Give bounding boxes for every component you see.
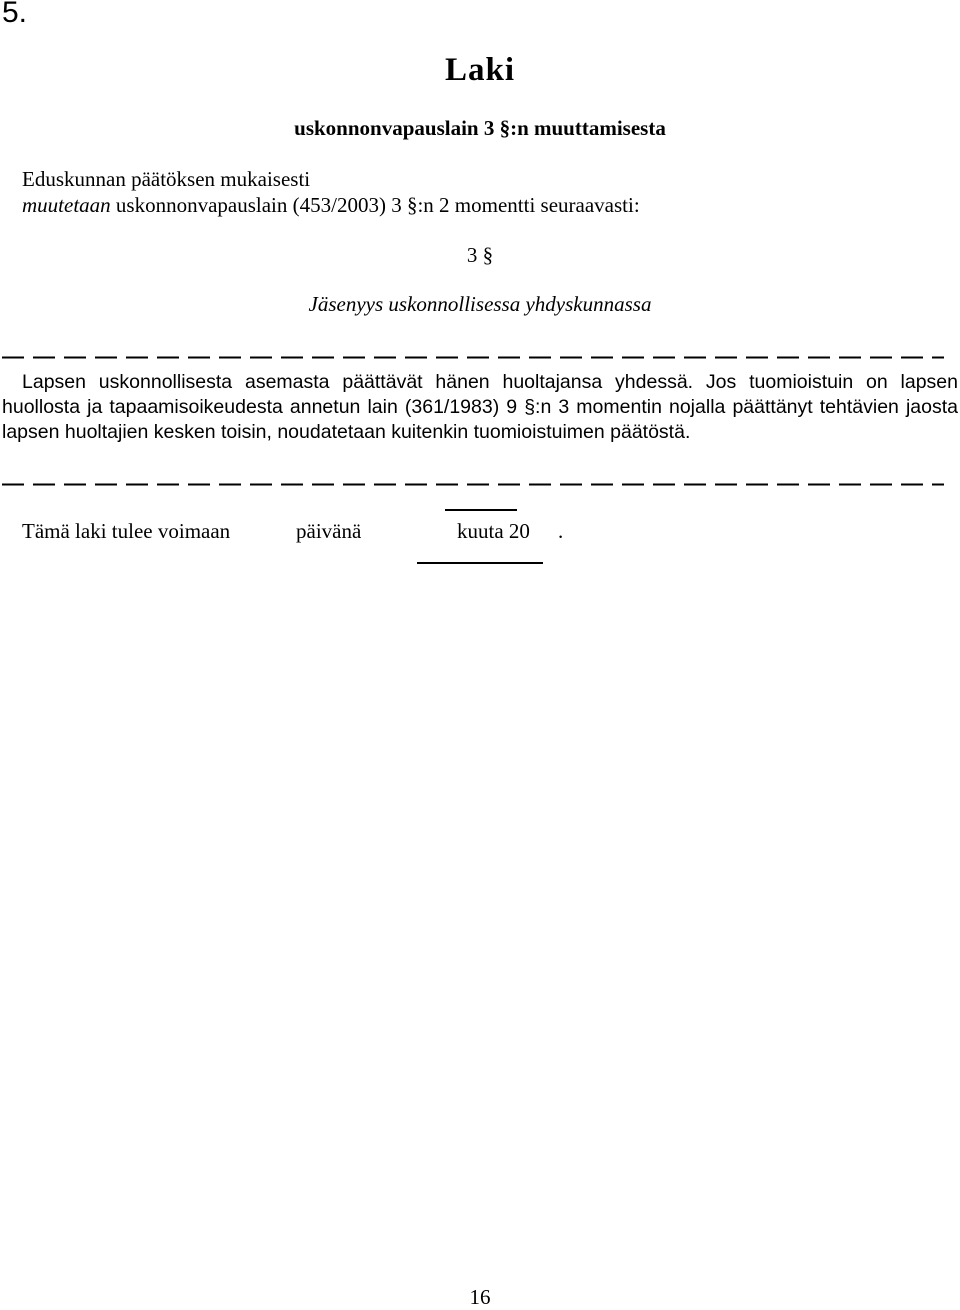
law-subtitle: uskonnonvapauslain 3 §:n muuttamisesta — [294, 116, 666, 140]
entry-text-4: . — [558, 519, 564, 543]
omission-line-bottom — [0, 483, 960, 486]
preamble-line-1: Eduskunnan päätöksen mukaisesti — [22, 167, 311, 191]
omission-dashes-bottom — [0, 483, 960, 486]
page-number: 16 — [469, 1285, 491, 1309]
preamble-verb: muutetaan — [22, 193, 111, 217]
closing-rule — [417, 562, 543, 564]
entry-text-2: päivänä — [296, 519, 362, 543]
section-heading: Jäsenyys uskonnollisessa yhdyskunnassa — [308, 292, 652, 316]
preamble-line-2 — [22, 192, 640, 218]
section-body-text: Lapsen uskonnollisesta asemasta päättävät hänen huoltajansa yhdessä. Jos tuomioistuin on lapsen huollosta ja tapaamisoikeudesta annetun lain (361/1983) 9 §:n 3 momentin nojalla päättänyt tehtävien jaosta lapsen huoltajien kesken toisin, noudatetaan kuitenkin tuomioistuimen päätöstä. — [2, 371, 958, 443]
omission-dashes-top — [0, 356, 960, 359]
section-number: 3 § — [466, 243, 494, 267]
omission-line-top — [0, 356, 960, 359]
preamble-line-2-rest: uskonnonvapauslain (453/2003) 3 §:n 2 momentti seuraavasti: — [110, 193, 640, 217]
entry-text-1: Tämä laki tulee voimaan — [22, 519, 231, 543]
separator-rule — [445, 509, 517, 511]
law-title: Laki — [444, 52, 516, 88]
preamble — [22, 166, 640, 218]
entry-text-3: kuuta 20 — [457, 519, 530, 543]
document-number: 5. — [2, 0, 28, 29]
